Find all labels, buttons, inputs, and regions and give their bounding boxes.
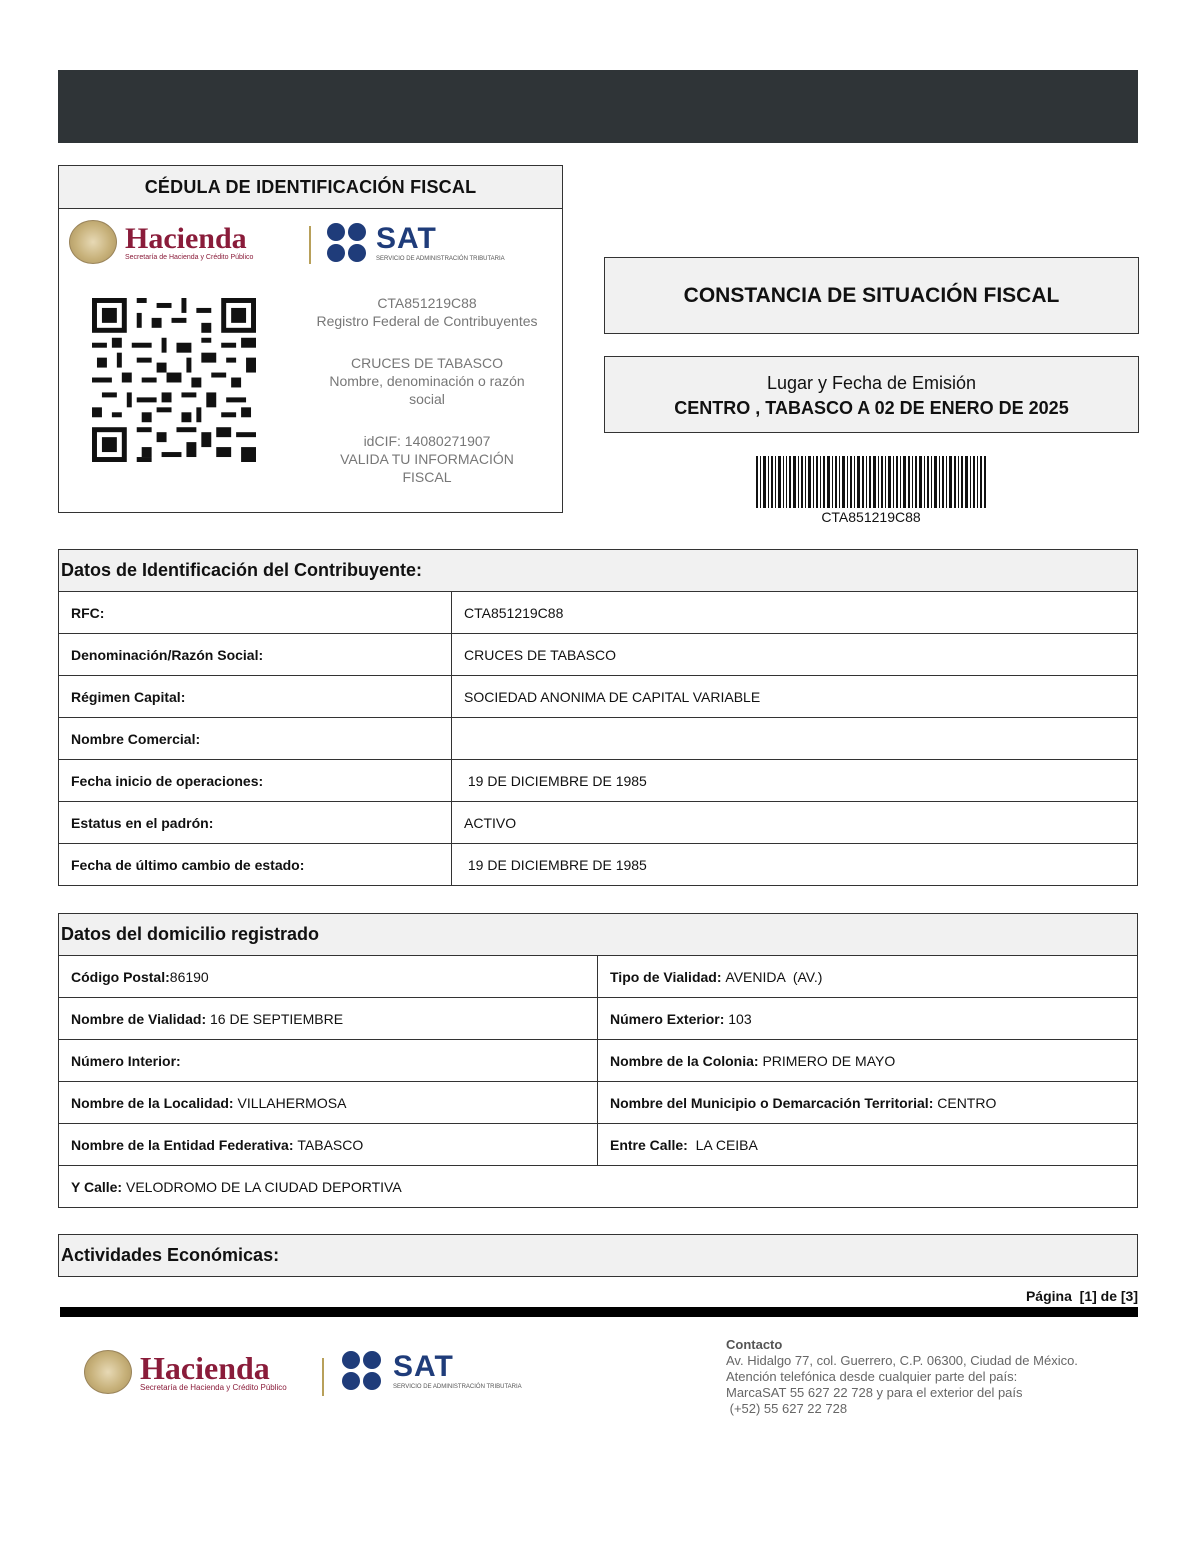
page-number: Página [1] de [3] bbox=[1025, 1288, 1138, 1304]
table-row: Fecha de último cambio de estado: 19 DE DICIEMBRE DE 1985 bbox=[59, 844, 1138, 886]
sat-dots-icon bbox=[342, 1351, 381, 1390]
lugar-label: Lugar y Fecha de Emisión bbox=[766, 373, 977, 393]
contact-block bbox=[726, 1337, 1078, 1417]
table-row: Código Postal:86190 Tipo de Vialidad: AVENIDA (AV.) bbox=[59, 956, 1138, 998]
table-row: RFC: CTA851219C88 bbox=[59, 592, 1138, 634]
contact-title: Contacto bbox=[726, 1337, 783, 1352]
cedula-details bbox=[297, 294, 557, 486]
identificacion-table bbox=[58, 549, 1138, 886]
cedula-idcif: idCIF: 14080271907 bbox=[363, 433, 491, 449]
contact-line: MarcaSAT 55 627 22 728 y para el exterior del país bbox=[726, 1385, 1023, 1400]
cedula-rfc: CTA851219C88 bbox=[377, 295, 477, 311]
contact-line: Av. Hidalgo 77, col. Guerrero, C.P. 06300, Ciudad de México. bbox=[726, 1353, 1078, 1368]
constancia-title: CONSTANCIA DE SITUACIÓN FISCAL bbox=[604, 257, 1139, 334]
cedula-title: CÉDULA DE IDENTIFICACIÓN FISCAL bbox=[59, 166, 562, 209]
sat-dots-icon bbox=[327, 223, 366, 262]
actividades-header: Actividades Económicas: bbox=[59, 1235, 1138, 1277]
sat-logo: SAT SERVICIO DE ADMINISTRACIÓN TRIBUTARIA bbox=[327, 222, 505, 262]
qr-code-icon bbox=[91, 298, 257, 462]
table-row: Fecha inicio de operaciones: 19 DE DICIEMBRE DE 1985 bbox=[59, 760, 1138, 802]
cedula-valida-2: FISCAL bbox=[402, 469, 452, 485]
lugar-fecha-box bbox=[604, 356, 1139, 433]
footer-sat-logo: SAT SERVICIO DE ADMINISTRACIÓN TRIBUTARIA bbox=[342, 1350, 522, 1390]
table-row: Estatus en el padrón: ACTIVO bbox=[59, 802, 1138, 844]
cedula-nombre-label-2: social bbox=[409, 391, 445, 407]
barcode-icon bbox=[756, 456, 986, 508]
contact-line: (+52) 55 627 22 728 bbox=[726, 1401, 848, 1416]
mexico-seal-icon bbox=[69, 220, 117, 264]
table-row: Y Calle: VELODROMO DE LA CIUDAD DEPORTIVA bbox=[59, 1166, 1138, 1208]
top-banner bbox=[58, 70, 1138, 143]
actividades-table bbox=[58, 1234, 1138, 1277]
table-row: Denominación/Razón Social: CRUCES DE TABASCO bbox=[59, 634, 1138, 676]
domicilio-header: Datos del domicilio registrado bbox=[59, 914, 1138, 956]
table-row: Nombre de la Localidad: VILLAHERMOSA Nombre del Municipio o Demarcación Territorial: CENTRO bbox=[59, 1082, 1138, 1124]
barcode-text: CTA851219C88 bbox=[821, 509, 921, 525]
cedula-nombre-label: Nombre, denominación o razón bbox=[329, 373, 525, 389]
cedula-valida: VALIDA TU INFORMACIÓN bbox=[340, 451, 514, 467]
contact-line: Atención telefónica desde cualquier parte del país: bbox=[726, 1369, 1018, 1384]
mexico-seal-icon bbox=[84, 1350, 132, 1394]
hacienda-logo: Hacienda Secretaría de Hacienda y Crédito Público bbox=[69, 220, 253, 264]
table-row: Nombre de Vialidad: 16 DE SEPTIEMBRE Número Exterior: 103 bbox=[59, 998, 1138, 1040]
identificacion-header: Datos de Identificación del Contribuyente: bbox=[59, 550, 1138, 592]
table-row: Nombre de la Entidad Federativa: TABASCO Entre Calle: LA CEIBA bbox=[59, 1124, 1138, 1166]
cedula-rfc-label: Registro Federal de Contribuyentes bbox=[316, 313, 538, 329]
table-row: Número Interior: Nombre de la Colonia: PRIMERO DE MAYO bbox=[59, 1040, 1138, 1082]
footer-logo-divider bbox=[322, 1358, 324, 1396]
cedula-card bbox=[58, 165, 563, 513]
lugar-value: CENTRO , TABASCO A 02 DE ENERO DE 2025 bbox=[674, 398, 1069, 418]
domicilio-table bbox=[58, 913, 1138, 1208]
table-row: Nombre Comercial: bbox=[59, 718, 1138, 760]
logo-divider bbox=[309, 226, 311, 264]
footer-divider bbox=[60, 1307, 1138, 1317]
cedula-nombre: CRUCES DE TABASCO bbox=[351, 355, 503, 371]
table-row: Régimen Capital: SOCIEDAD ANONIMA DE CAPITAL VARIABLE bbox=[59, 676, 1138, 718]
footer-hacienda-logo: Hacienda Secretaría de Hacienda y Crédito Público bbox=[84, 1350, 287, 1394]
